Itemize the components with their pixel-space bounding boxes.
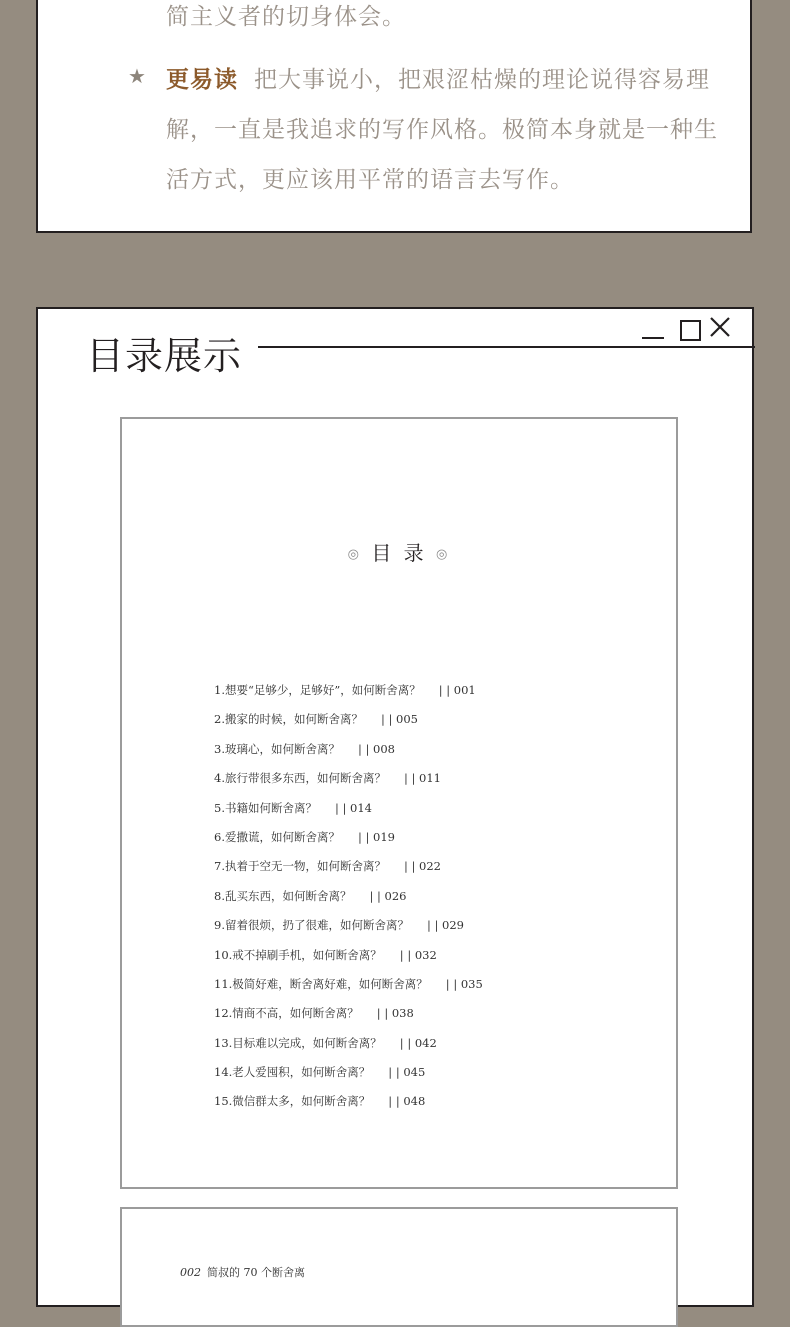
toc-entry-text: 13.目标难以完成，如何断舍离？ (214, 1035, 382, 1050)
toc-entry-text: 9.留着很烦，扔了很难，如何断舍离？ (214, 918, 409, 933)
toc-entry (214, 1064, 483, 1093)
toc-entry-page: | | 042 (399, 1035, 437, 1050)
toc-entry-text: 3.玻璃心，如何断舍离？ (214, 741, 340, 756)
toc-entry-page: | | 045 (388, 1065, 426, 1080)
toc-entry (214, 917, 483, 946)
toc-entry (214, 976, 483, 1005)
toc-entry-page: | | 035 (445, 976, 483, 991)
feature-heading: 更易读 (166, 67, 238, 93)
toc-entry-page: | | 048 (388, 1094, 426, 1109)
toc-list (214, 682, 483, 1123)
toc-entry (214, 829, 483, 858)
toc-entry-page: | | 001 (438, 683, 476, 697)
toc-heading (122, 537, 676, 566)
close-icon[interactable] (708, 315, 732, 339)
toc-page (120, 417, 678, 1189)
toc-entry (214, 741, 483, 770)
toc-entry (214, 1093, 483, 1122)
book-title: 简叔的 70 个断舍离 (207, 1266, 305, 1279)
page-header (180, 1264, 305, 1280)
toc-entry-text: 2.搬家的时候，如何断舍离？ (214, 712, 363, 727)
toc-heading-text: 目 录 (371, 541, 427, 565)
toc-entry-text: 11.极简好难，断舍离好难，如何断舍离？ (214, 976, 428, 991)
window-title: 目录展示 (86, 334, 243, 378)
toc-entry (214, 1035, 483, 1064)
intro-text-line: 活方式，更应该用平常的语言去写作。 (166, 167, 574, 193)
toc-entry-page: | | 011 (403, 771, 441, 786)
toc-entry (214, 1005, 483, 1034)
toc-entry (214, 888, 483, 917)
intro-card (36, 0, 752, 233)
toc-entry (214, 711, 483, 740)
toc-entry (214, 682, 483, 711)
toc-entry-page: | | 019 (357, 829, 395, 844)
toc-entry-page: | | 005 (380, 712, 418, 727)
toc-entry-text: 7.执着于空无一物，如何断舍离？ (214, 859, 386, 874)
toc-window (36, 307, 754, 1307)
toc-entry-page: | | 032 (399, 947, 437, 962)
window-controls (642, 315, 752, 345)
toc-entry-text: 4.旅行带很多东西，如何断舍离？ (214, 771, 386, 786)
page-number: 002 (180, 1266, 201, 1279)
toc-entry (214, 800, 483, 829)
toc-entry-text: 5.书籍如何断舍离？ (214, 800, 317, 815)
toc-entry (214, 858, 483, 887)
toc-entry-text: 12.情商不高，如何断舍离？ (214, 1006, 359, 1021)
toc-entry-text: 1.想要“足够少，足够好”，如何断舍离？ (214, 683, 421, 697)
circle-mark-icon: ◎ (436, 547, 451, 562)
minimize-icon[interactable] (642, 337, 664, 339)
maximize-icon[interactable] (680, 320, 701, 341)
star-icon: ★ (128, 64, 146, 88)
toc-entry-text: 8.乱买东西，如何断舍离？ (214, 888, 352, 903)
circle-mark-icon: ◎ (347, 547, 362, 562)
second-page (120, 1207, 678, 1327)
intro-text-line: 解，一直是我追求的写作风格。极简本身就是一种生 (166, 117, 718, 143)
toc-entry (214, 947, 483, 976)
toc-entry-text: 6.爱撒谎，如何断舍离？ (214, 829, 340, 844)
toc-entry-text: 10.戒不掉刷手机，如何断舍离？ (214, 947, 382, 962)
toc-entry-page: | | 026 (369, 888, 407, 903)
toc-entry-text: 14.老人爱囤积，如何断舍离？ (214, 1065, 371, 1080)
toc-entry-text: 15.微信群太多，如何断舍离？ (214, 1094, 371, 1109)
toc-entry-page: | | 038 (376, 1006, 414, 1021)
intro-text-line: 简主义者的切身体会。 (166, 4, 406, 30)
toc-entry (214, 770, 483, 799)
toc-entry-page: | | 014 (334, 800, 372, 815)
intro-text-line (166, 61, 710, 94)
toc-entry-page: | | 022 (403, 859, 441, 874)
toc-entry-page: | | 029 (426, 918, 464, 933)
toc-entry-page: | | 008 (357, 741, 395, 756)
title-rule (258, 346, 755, 348)
feature-text: 把大事说小，把艰涩枯燥的理论说得容易理 (254, 67, 710, 93)
